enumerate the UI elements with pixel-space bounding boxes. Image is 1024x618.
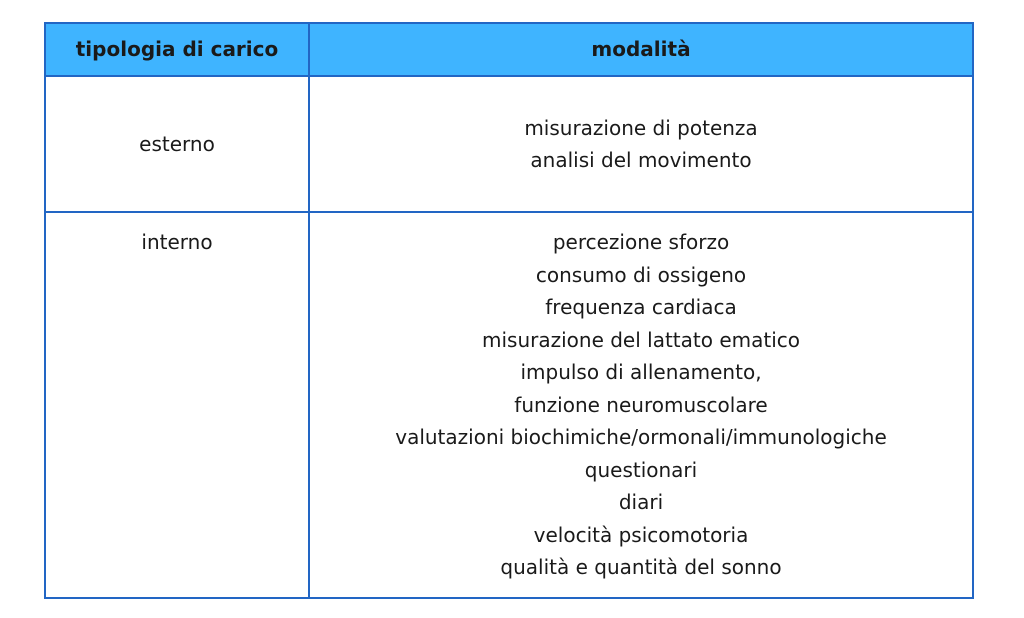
mode-item: misurazione di potenza xyxy=(524,115,758,140)
mode-item: velocità psicomotoria xyxy=(533,522,749,547)
load-type-cell: esterno xyxy=(45,76,309,212)
header-load-type: tipologia di carico xyxy=(45,23,309,76)
mode-item: analisi del movimento xyxy=(530,148,752,172)
table-header-row xyxy=(45,23,973,76)
table-row xyxy=(45,76,973,212)
table-row xyxy=(45,212,973,598)
mode-item: impulso di allenamento, xyxy=(520,360,762,384)
mode-item: misurazione del lattato ematico xyxy=(481,327,801,352)
modes-cell xyxy=(309,212,973,598)
mode-item: frequenza cardiaca xyxy=(545,295,737,319)
modes-cell xyxy=(309,76,973,212)
header-mode: modalità xyxy=(309,23,973,76)
mode-item: consumo di ossigeno xyxy=(535,262,747,287)
mode-item: percezione sforzo xyxy=(552,230,730,254)
mode-item: qualità e quantità del sonno xyxy=(500,555,782,579)
load-type-table xyxy=(44,22,974,599)
load-type-cell: interno xyxy=(45,212,309,598)
mode-item: funzione neuromuscolare xyxy=(514,392,768,417)
mode-item: questionari xyxy=(584,457,698,482)
mode-item: valutazioni biochimiche/ormonali/immunologiche xyxy=(395,425,887,449)
mode-item: diari xyxy=(618,490,664,514)
